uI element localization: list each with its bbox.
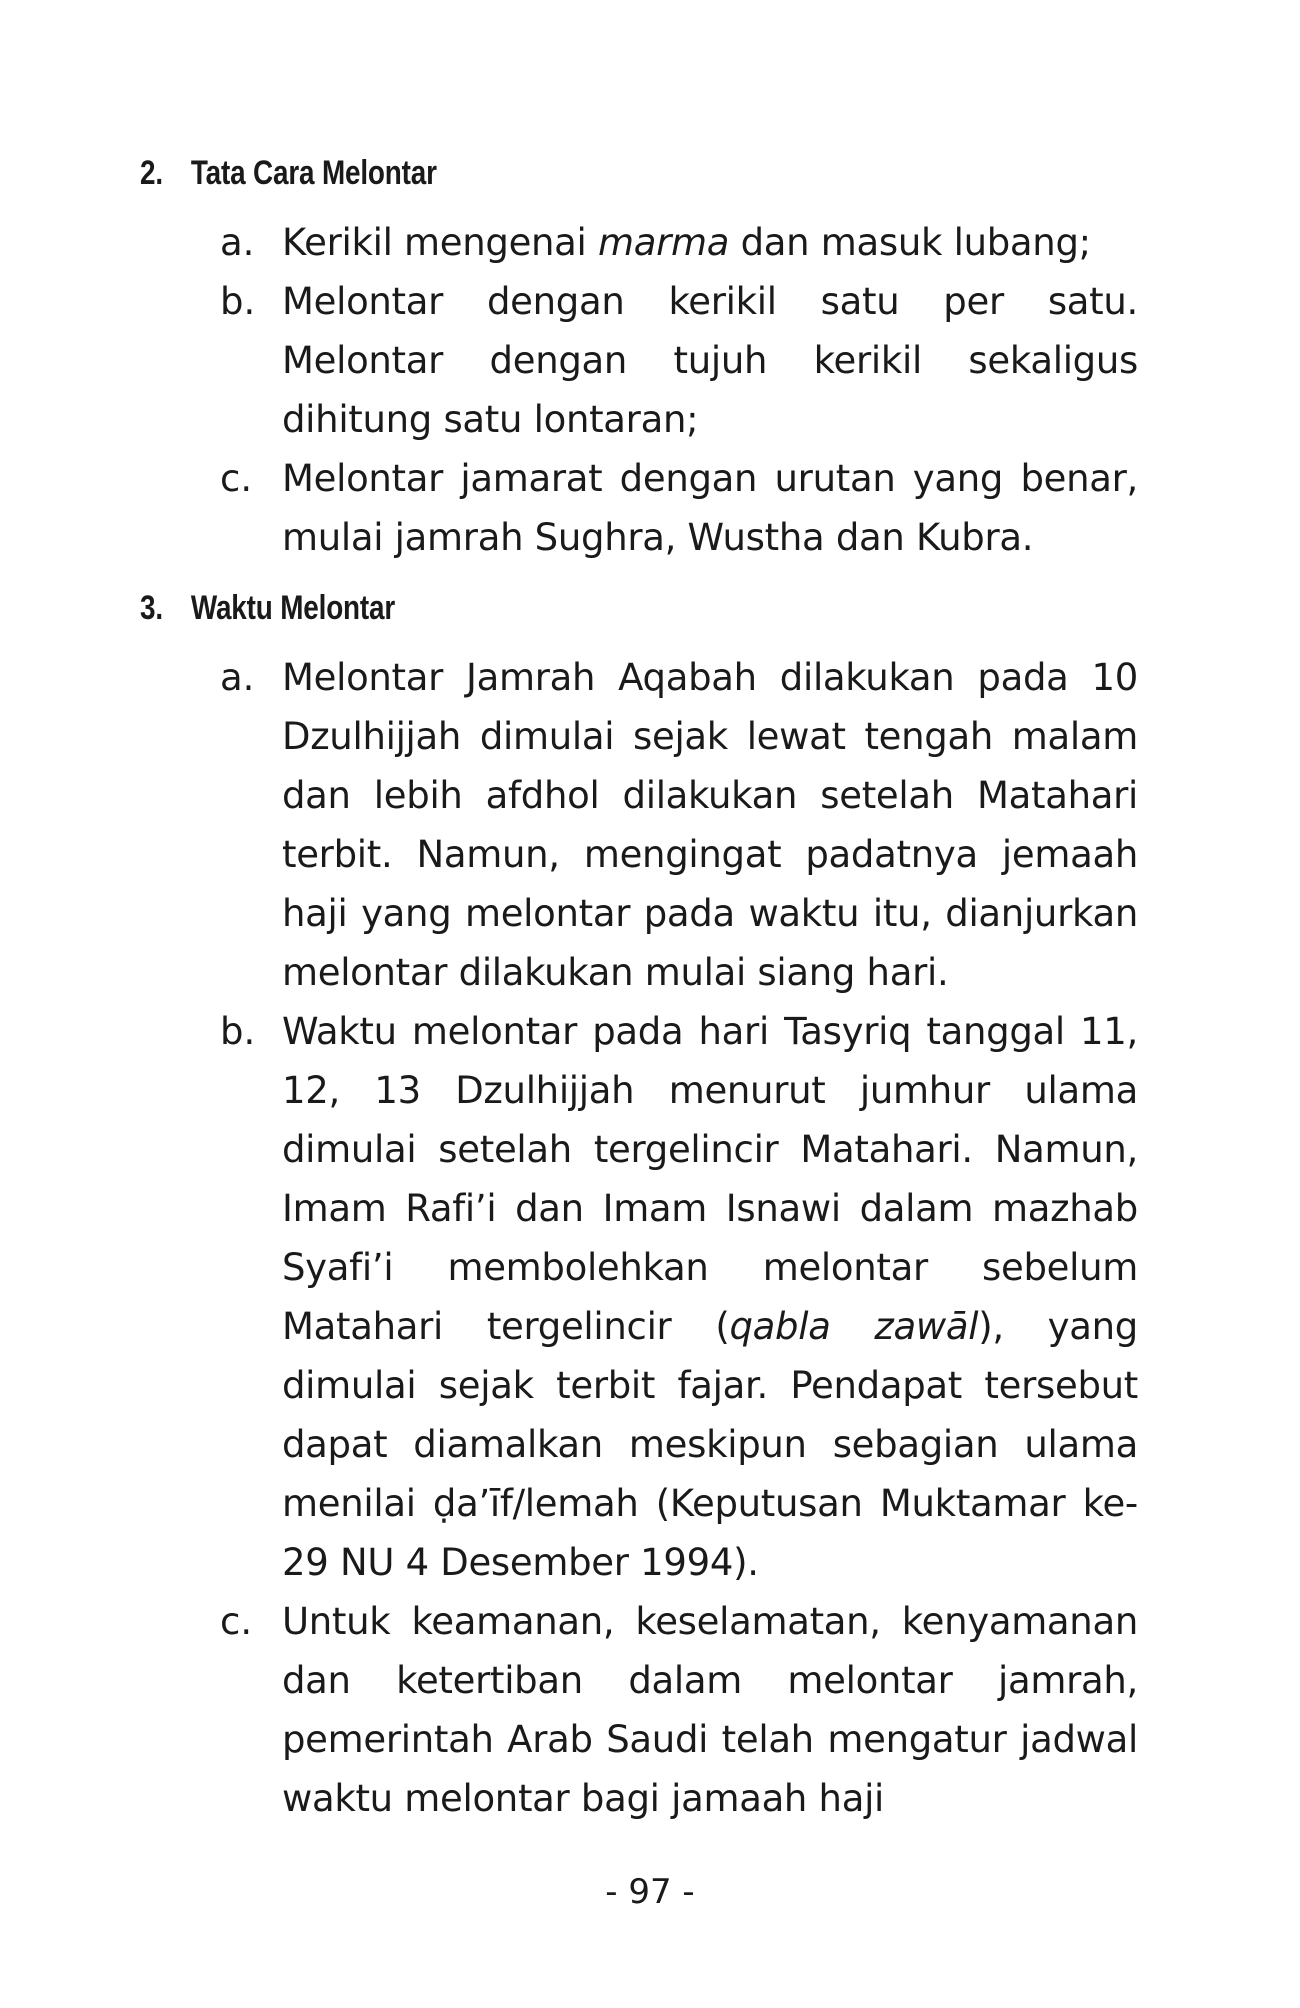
list-item-letter: b. [220, 280, 256, 323]
text-segment: ), yang dimulai sejak terbit fajar. Pendapat tersebut dapat diamalkan meskipun sebagian ulama menilai ḍa’īf/lemah (Keputusan Muktamar ke-29 NU 4 Desember 1994). [282, 1305, 1138, 1584]
list-item [220, 1592, 1140, 1828]
italic-term: marma [598, 221, 730, 264]
list-item-text [282, 1002, 1138, 1592]
section-waktu-melontar [140, 588, 1140, 628]
list-item [220, 1002, 1140, 1592]
list-item [220, 213, 1140, 272]
section-title: Waktu Melontar [190, 589, 396, 627]
section-number: 2. [140, 154, 163, 192]
text-segment: Kerikil mengenai [282, 221, 598, 264]
list-item-text [282, 213, 1138, 272]
list-item [220, 648, 1140, 1002]
section-tata-cara-melontar [140, 153, 1140, 193]
list-item-letter: c. [220, 457, 253, 500]
list-item-letter: a. [220, 221, 255, 264]
section-title: Tata Cara Melontar [190, 154, 437, 192]
list-item-text: Untuk keamanan, keselamatan, kenyamanan dan ketertiban dalam melontar jamrah, pemerintah Arab Saudi telah mengatur jadwal waktu melontar bagi jamaah haji [282, 1600, 1138, 1820]
list-item-text: Melontar jamarat dengan urutan yang benar, mulai jamrah Sughra, Wustha dan Kubra. [282, 457, 1138, 559]
section-2-list [220, 213, 1140, 567]
list-item [220, 272, 1140, 449]
list-item-letter: b. [220, 1010, 256, 1053]
italic-term: qabla zawāl [729, 1305, 979, 1348]
text-segment: dan masuk lubang; [729, 221, 1091, 264]
section-number: 3. [140, 589, 163, 627]
section-heading [140, 153, 960, 193]
text-segment: Waktu melontar pada hari Tasyriq tanggal 11, 12, 13 Dzulhijjah menurut jumhur ulama dimulai setelah tergelincir Matahari. Namun, Imam Rafi’i dan Imam Isnawi dalam mazhab Syafi’i membolehkan melontar sebelum Matahari tergelincir ( [282, 1010, 1138, 1348]
page-number: - 97 - [605, 1872, 695, 1912]
list-item-letter: c. [220, 1600, 253, 1643]
list-item-text: Melontar Jamrah Aqabah dilakukan pada 10 Dzulhijjah dimulai sejak lewat tengah malam dan lebih afdhol dilakukan setelah Matahari terbit. Namun, mengingat padatnya jemaah haji yang melontar pada waktu itu, dianjurkan melontar dilakukan mulai siang hari. [282, 656, 1138, 994]
list-item-text: Melontar dengan kerikil satu per satu. Melontar dengan tujuh kerikil sekaligus dihitung satu lontaran; [282, 280, 1138, 441]
section-3-list [220, 648, 1140, 1828]
section-heading [140, 588, 960, 628]
list-item [220, 449, 1140, 567]
list-item-letter: a. [220, 656, 255, 699]
